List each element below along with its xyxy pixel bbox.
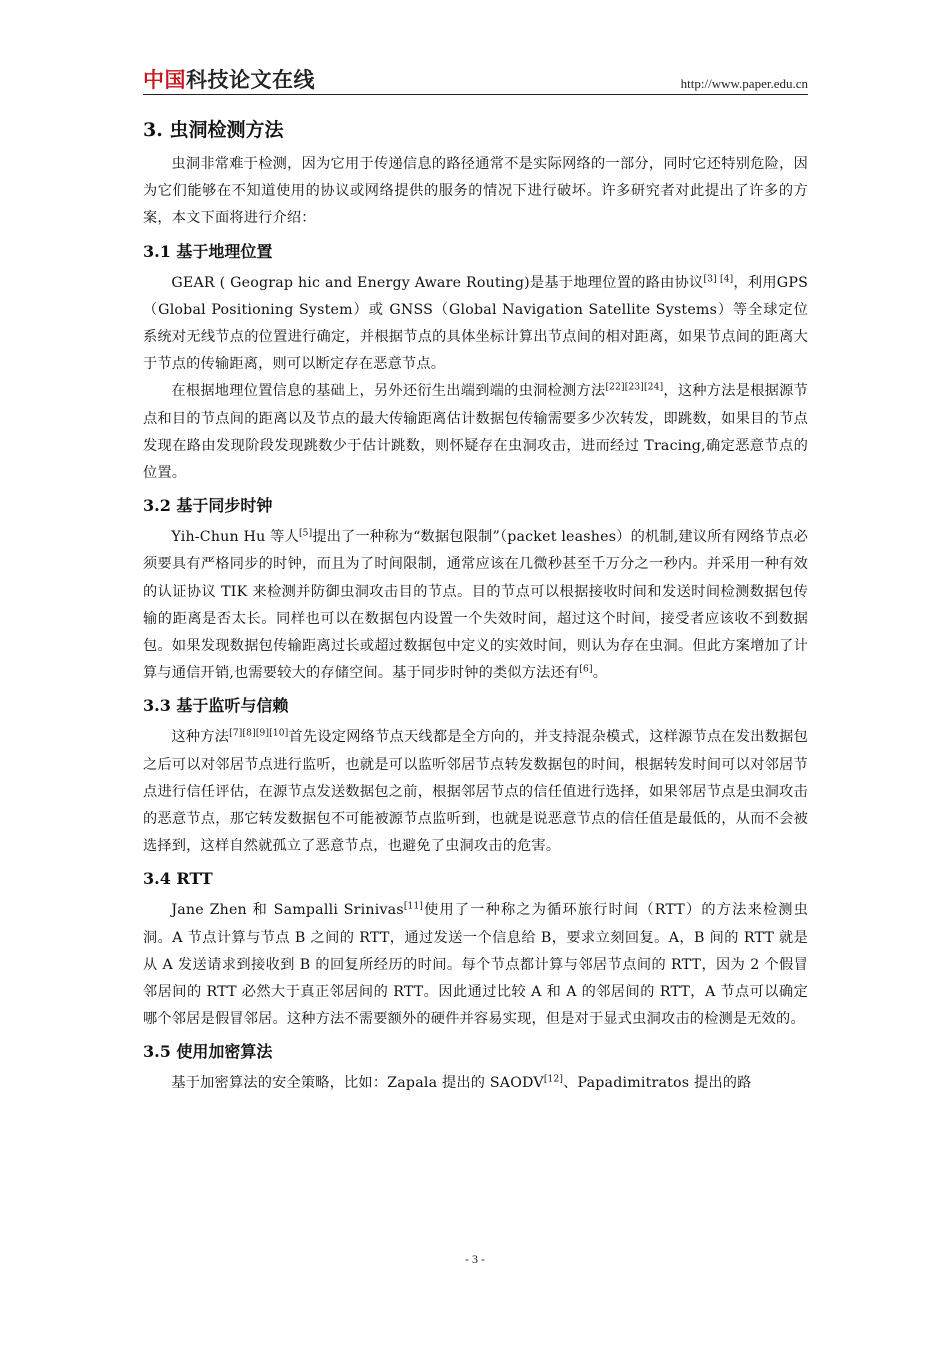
text-span: 首先设定网络节点天线都是全方向的，并支持混杂模式，这样源节点在发出数据包之后可以对邻居节点进行监听，也就是可以监听邻居节点转发数据包的时间，根据转发时间可以对邻居节点进行信任评估，在源节点发送数据包之前，根据邻居节点的信任值进行选择，如果邻居节点是虫洞攻击的恶意节点，那它转发数据包不可能被源节点监听到，也就是说恶意节点的信任值是最低的，从而不会被选择到，这样自然就孤立了恶意节点，也避免了虫洞攻击的危害。 bbox=[143, 729, 808, 855]
subsection-3-2-title: 3.2 基于同步时钟 bbox=[143, 496, 273, 516]
text-span: 在根据地理位置信息的基础上，另外还衍生出端到端的虫洞检测方法 bbox=[171, 383, 606, 400]
subsection-3-3-para-1 bbox=[143, 724, 808, 860]
site-logo bbox=[143, 64, 315, 94]
section-title: 3. 虫洞检测方法 bbox=[143, 119, 284, 141]
subsection-3-4-title: 3.4 RTT bbox=[143, 869, 213, 889]
text-span: Yih-Chun Hu 等人 bbox=[171, 529, 299, 546]
text-span: ，利用GPS（Global Positioning System）或 GNSS（Global Navigation Satellite Systems）等全球定位系统对无线节点的位置进行确定，并根据节点的具体坐标计算出节点间的相对距离，如果节点间的距离大于节点的传输距离，则可以断定存在恶意节点。 bbox=[143, 274, 808, 373]
header-url: http://www.paper.edu.cn bbox=[680, 76, 808, 91]
subsection-3-5-para-1 bbox=[143, 1070, 808, 1097]
text-span: 提出了一种称为“数据包限制”（packet leashes）的机制,建议所有网络节点必须要具有严格同步的时钟，而且为了时间限制，通常应该在几微秒甚至千万分之一秒内。并采用一种有效的认证协议 TIK 来检测并防御虫洞攻击目的节点。目的节点可以根据接收时间和发送时间检测数据包传输的距离是否太长。同样也可以在数据包内设置一个失效时间，超过这个时间，接受者应该收不到数据包。如果发现数据包传输距离过长或超过数据包中定义的实效时间，则认为存在虫洞。但此方案增加了计算与通信开销,也需要较大的存储空间。基于同步时钟的类似方法还有 bbox=[143, 529, 808, 682]
text-span: Jane Zhen 和 Sampalli Srinivas bbox=[171, 902, 404, 919]
section-intro: 虫洞非常难于检测，因为它用于传递信息的路径通常不是实际网络的一部分，同时它还特别危险，因为它们能够在不知道使用的协议或网络提供的服务的情况下进行破坏。许多研究者对此提出了许多的方案，本文下面将进行介绍： bbox=[143, 156, 808, 227]
text-span: 、Papadimitratos 提出的路 bbox=[563, 1075, 752, 1092]
subsection-3-1-title: 3.1 基于地理位置 bbox=[143, 241, 273, 261]
logo-red-text: 中国 bbox=[143, 68, 186, 92]
citation: [22][23][24] bbox=[605, 382, 664, 393]
page-header bbox=[143, 62, 808, 98]
text-span: 这种方法 bbox=[171, 729, 230, 746]
header-rule bbox=[143, 94, 808, 95]
logo-dark-text: 科技论文在线 bbox=[186, 68, 315, 92]
page-number: - 3 - bbox=[465, 1252, 485, 1266]
citation: [11] bbox=[403, 901, 424, 912]
subsection-3-2-para-1 bbox=[143, 524, 808, 687]
subsection-3-3-title: 3.3 基于监听与信赖 bbox=[143, 696, 289, 716]
text-span: 使用了一种称之为循环旅行时间（RTT）的方法来检测虫洞。A 节点计算与节点 B 之间的 RTT，通过发送一个信息给 B，要求立刻回复。A，B 间的 RTT 就是从 A 发送请求到接收到 B 的回复所经历的时间。每个节点都计算与邻居节点间的 RTT，因为 2 个假冒邻居间的 RTT 必然大于真正邻居间的 RTT。因此通过比较 A 和 A 的邻居间的 RTT，A 节点可以确定哪个邻居是假冒邻居。这种方法不需要额外的硬件并容易实现，但是对于显式虫洞攻击的检测是无效的。 bbox=[143, 902, 808, 1028]
citation: [3] [4] bbox=[703, 273, 734, 284]
subsection-3-4-para-1 bbox=[143, 897, 808, 1033]
text-span: ，这种方法是根据源节点和目的节点间的距离以及节点的最大传输距离估计数据包传输需要多少次转发，即跳数，如果目的节点发现在路由发现阶段发现跳数少于估计跳数，则怀疑存在虫洞攻击，进而经过 Tracing,确定恶意节点的位置。 bbox=[143, 383, 808, 482]
subsection-3-1-para-2 bbox=[143, 378, 808, 487]
text-span: GEAR ( Geograp hic and Energy Aware Routing)是基于地理位置的路由协议 bbox=[171, 274, 704, 291]
citation: [6] bbox=[579, 664, 593, 675]
text-span: 。 bbox=[592, 665, 608, 682]
page-content bbox=[143, 114, 808, 1098]
citation: [5] bbox=[298, 528, 313, 539]
text-span: 基于加密算法的安全策略，比如：Zapala 提出的 SAODV bbox=[171, 1075, 544, 1092]
citation: [7][8][9][10] bbox=[229, 728, 289, 739]
citation: [12] bbox=[543, 1074, 564, 1085]
subsection-3-1-para-1 bbox=[143, 270, 808, 379]
subsection-3-5-title: 3.5 使用加密算法 bbox=[143, 1042, 273, 1062]
